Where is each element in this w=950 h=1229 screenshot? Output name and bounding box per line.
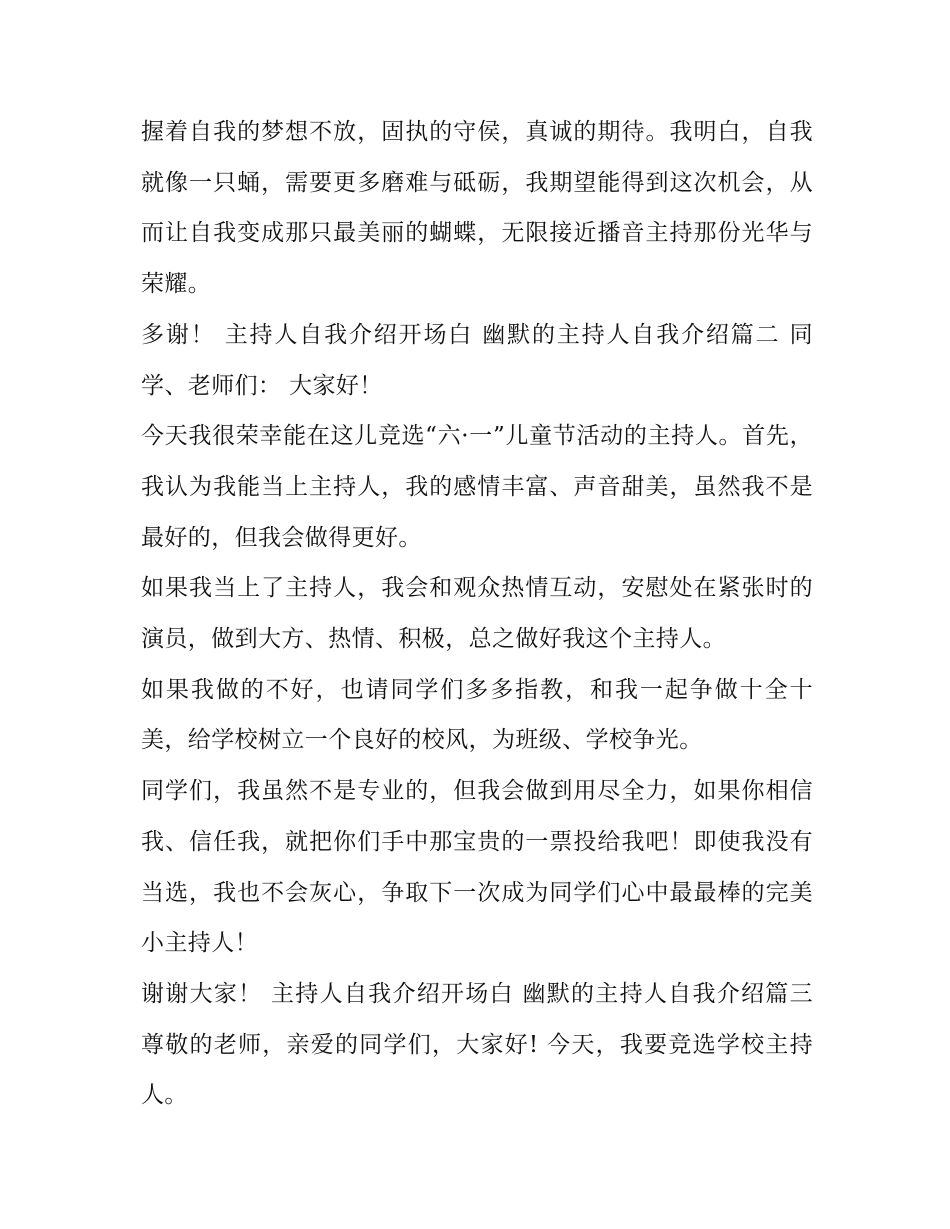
paragraph-2: 多谢！ 主持人自我介绍开场白 幽默的主持人自我介绍篇二 同学、老师们： 大家好！: [141, 321, 813, 399]
paragraph-5: 如果我做的不好，也请同学们多多指教，和我一起争做十全十美，给学校树立一个良好的校风，为班级、学校争光。: [141, 676, 813, 754]
paragraph-1: 握着自我的梦想不放，固执的守侯，真诚的期待。我明白，自我就像一只蛹，需要更多磨难与砥砺，我期望能得到这次机会，从而让自我变成那只最美丽的蝴蝶，无限接近播音主持那份光华与荣耀。: [141, 119, 813, 298]
paragraph-3: 今天我很荣幸能在这儿竞选“六·一”儿童节活动的主持人。首先，我认为我能当上主持人，我的感情丰富、声音甜美，虽然我不是最好的，但我会做得更好。: [141, 423, 813, 551]
paragraph-7: 谢谢大家！ 主持人自我介绍开场白 幽默的主持人自我介绍篇三 尊敬的老师，亲爱的同学们，大家好! 今天，我要竞选学校主持人。: [141, 980, 813, 1109]
paragraph-6: 同学们，我虽然不是专业的，但我会做到用尽全力，如果你相信我、信任我，就把你们手中那宝贵的一票投给我吧！即使我没有当选，我也不会灰心，争取下一次成为同学们心中最最棒的完美小主持人！: [141, 778, 813, 957]
paragraph-4: 如果我当上了主持人，我会和观众热情互动，安慰处在紧张时的演员，做到大方、热情、积极，总之做好我这个主持人。: [141, 575, 813, 653]
document-body: [141, 107, 813, 1121]
